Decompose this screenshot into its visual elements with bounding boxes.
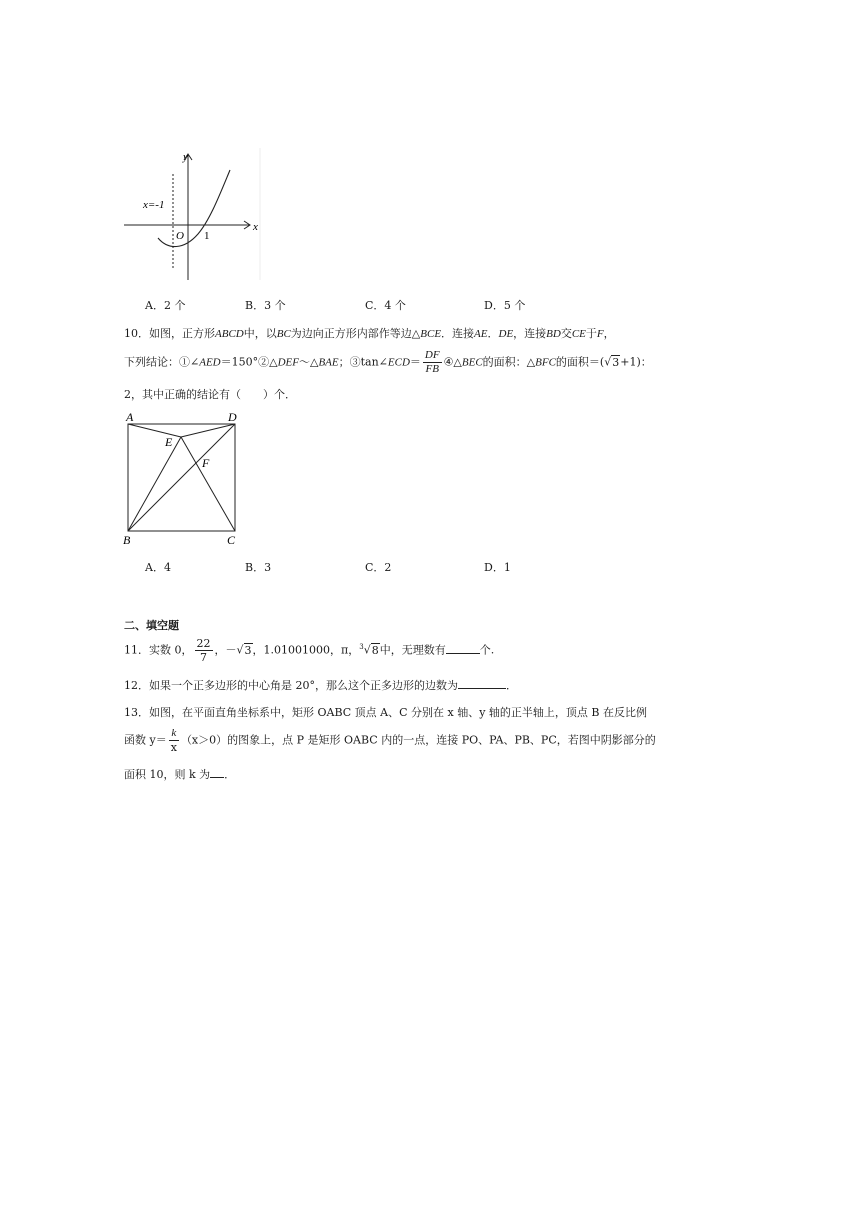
q11-prefix: 11．实数 0， — [124, 643, 193, 657]
q10-l1-mid5: 交 — [560, 327, 572, 340]
y-axis-label: y — [183, 151, 188, 163]
q10-l1-mid4: ，连接 — [513, 327, 547, 340]
q11-cbrt-arg: 8 — [371, 643, 379, 657]
q10-aed: AED — [199, 356, 221, 369]
q10-l1-end: ， — [603, 327, 615, 340]
q10-fraction — [423, 349, 442, 376]
q9-option-a: A．2 个 — [145, 299, 186, 312]
q10-l2-g: 的面积：△ — [482, 355, 536, 369]
q10-sqrt-arg: 3 — [612, 355, 620, 369]
q10-option-a: A．4 — [145, 561, 171, 574]
q12-answer-blank[interactable] — [458, 678, 506, 689]
q10-ce: CE — [571, 328, 586, 340]
segment-ae — [128, 424, 181, 437]
label-c: C — [227, 533, 236, 547]
q11-middle: ，1.01001000，π， — [252, 643, 360, 657]
q10-l2-b: ＝150°②△ — [220, 355, 278, 369]
q10-line3: 2，其中正确的结论有（ ）个． — [124, 388, 296, 401]
q13-line3 — [124, 766, 235, 782]
q13-l3-a: 面积 10，则 k 为 — [124, 768, 211, 781]
q10-f: F — [596, 328, 604, 340]
q10-def: DEF — [277, 356, 299, 369]
vertical-line-label: x=-1 — [143, 199, 165, 211]
q11-cbrt-index: 3 — [359, 642, 364, 651]
q13-line1: 13．如图，在平面直角坐标系中，矩形 OABC 顶点 A、C 分别在 x 轴、y 轴的正半轴上，顶点 B 在反比例 — [124, 706, 647, 719]
origin-label: O — [176, 230, 184, 242]
q11-frac-den: 7 — [200, 651, 207, 664]
q9-parabola-graph — [118, 146, 268, 286]
q11-frac-num: 22 — [196, 637, 211, 650]
q10-square-figure — [118, 408, 248, 548]
q13-l2-a: 函数 y＝ — [124, 733, 167, 747]
q13-answer-blank[interactable] — [210, 767, 224, 778]
q13-line2 — [124, 727, 656, 754]
q13-l2-b: （x＞0）的图象上，点 P 是矩形 OABC 内的一点，连接 PO、PA、PB、PC，若图中阴影部分的 — [180, 733, 656, 747]
q12-text: 12．如果一个正多边形的中心角是 20°，那么这个正多边形的边数为 — [124, 679, 458, 692]
q12-line — [124, 677, 517, 693]
q10-abcd: ABCD — [215, 328, 244, 340]
q10-de: DE — [498, 328, 514, 340]
q9-option-c: C．4 个 — [365, 299, 406, 312]
q12-end: ． — [506, 679, 517, 692]
label-a: A — [126, 410, 134, 424]
q10-bc: BC — [276, 328, 291, 340]
q10-l1-mid2: 为边向正方形内部作等边△ — [290, 327, 421, 340]
tick-one-label: 1 — [204, 230, 210, 242]
diagonal-bd — [128, 424, 235, 531]
q10-frac-num: DF — [424, 349, 440, 361]
q10-l2-h: 的面积＝( — [555, 355, 605, 369]
q10-l2-a: 下列结论：①∠ — [124, 355, 200, 369]
label-f: F — [202, 456, 210, 470]
q10-l1-prefix: 10．如图，正方形 — [124, 327, 215, 340]
q10-l2-d: ；③tan∠ — [338, 355, 388, 369]
section2-title: 二、填空题 — [124, 619, 179, 632]
q10-l1-sep: ． — [487, 327, 499, 340]
q10-line1 — [124, 325, 615, 341]
q11-line: 11．实数 0， $\frac{22}{7}$ ，－√3，1.01001000，π，$^3$√8中，无理数有 个. — [124, 637, 495, 664]
segment-be — [128, 437, 181, 531]
segment-de — [181, 424, 235, 437]
parabola-curve — [158, 170, 230, 247]
q10-bfc: BFC — [535, 356, 556, 369]
x-axis-label: x — [253, 221, 258, 233]
q10-bce: BCE — [420, 328, 442, 340]
q10-option-c: C．2 — [365, 561, 392, 574]
q10-bae: BAE — [318, 356, 339, 369]
q10-frac-den: FB — [425, 363, 439, 375]
q11-fraction — [195, 637, 213, 664]
q10-l1-mid3: ．连接 — [441, 327, 475, 340]
q10-l1-mid6: 于 — [585, 327, 597, 340]
q11-suffix: 中，无理数有 — [379, 643, 446, 657]
q11-answer-blank[interactable] — [446, 643, 480, 654]
q13-frac-den: x — [170, 741, 177, 754]
label-d: D — [228, 410, 237, 424]
q13-l3-end: ． — [224, 768, 236, 781]
q10-option-d: D．1 — [484, 561, 511, 574]
q10-l2-c: ～△ — [298, 355, 319, 369]
q9-option-d: D．5 个 — [484, 299, 526, 312]
q10-ae: AE — [474, 328, 488, 340]
q10-l2-e: ＝ — [409, 355, 421, 369]
q10-line2: 下列结论：①∠AED＝150°②△DEF～△BAE；③tan∠ECD＝ $\frac{DF}{FB}$ ④△BEC的面积：△BFC的面积＝(√3+1)： — [124, 349, 652, 375]
q10-option-b: B．3 — [245, 561, 272, 574]
q10-ecd: ECD — [387, 356, 410, 369]
q10-l2-f: ④△ — [443, 355, 462, 369]
q9-option-b: B．3 个 — [245, 299, 286, 312]
q13-frac-num: k — [169, 727, 179, 741]
q10-bec: BEC — [461, 356, 483, 369]
q13-fraction — [169, 727, 179, 754]
label-b: B — [123, 533, 131, 547]
q10-bd: BD — [546, 328, 561, 340]
q11-end: 个. — [479, 643, 495, 657]
q10-l2-i: +1)： — [620, 355, 652, 369]
q11-after-frac: ，－ — [214, 643, 237, 657]
q10-l1-mid1: 中，以 — [243, 327, 277, 340]
q11-sqrt-arg: 3 — [244, 643, 252, 657]
label-e: E — [165, 435, 173, 449]
